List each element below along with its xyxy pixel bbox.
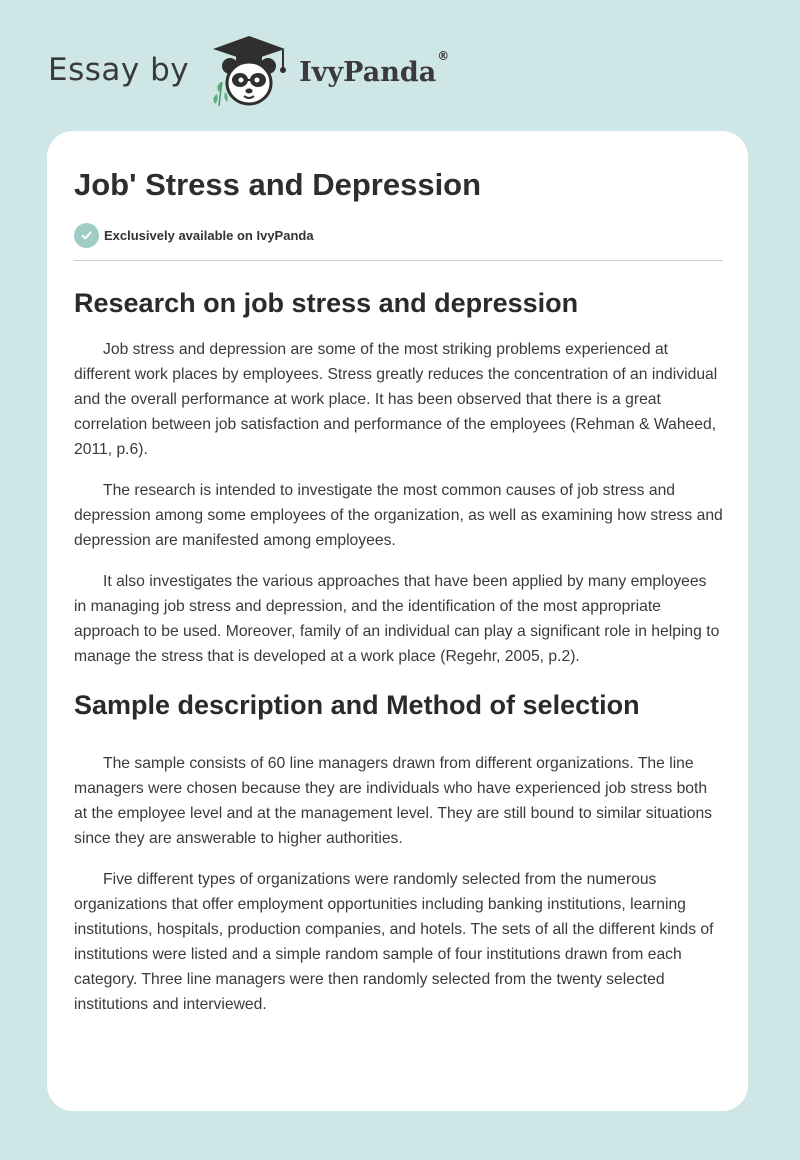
check-icon [74,223,99,248]
ivypanda-logo-icon[interactable] [203,30,295,110]
essay-content [74,165,723,1017]
essay-card [47,131,748,1111]
paragraph: The sample consists of 60 line managers drawn from different organizations. The line managers were chosen because they are individuals who have experienced job stress both at the employee level and at the management level. They are still bound to similar situations since they are answerable to higher authorities. [74,755,713,847]
registered-mark: ® [437,48,450,63]
paragraph: Five different types of organizations were randomly selected from the numerous organizations that offer employment opportunities including banking institutions, learning institutions, hospitals, production companies, and hotels. The sets of all the different kinds of institutions were listed and a simple random sample of four institutions drawn from each category. Three line managers were then randomly selected from the twenty selected institutions and interviewed. [74,871,714,1013]
ivypanda-wordmark[interactable] [299,48,450,88]
badge-label: Exclusively available on IvyPanda [104,227,314,243]
essay-by-label: Essay by [48,52,190,88]
page-title: Job' Stress and Depression [74,167,482,202]
paragraph: Job stress and depression are some of the most striking problems experienced at different work places by employees. Stress greatly reduces the concentration of an individual and the overall performance at work place. It has been observed that there is a great correlation between job satisfaction and performance of the employees (Rehman & Waheed, 2011, p.6). [74,341,718,458]
paragraph: The research is intended to investigate the most common causes of job stress and depression among some employees of the organization, as well as examining how stress and depression are manifested among employees. [74,482,723,549]
section-research [74,285,723,669]
exclusive-badge [74,222,723,248]
section-sample [74,687,723,1017]
section-heading: Sample description and Method of selection [74,690,640,720]
brand-header [48,30,449,110]
section-heading: Research on job stress and depression [74,288,579,318]
brand-name-text: IvyPanda [299,56,437,88]
paragraph: It also investigates the various approaches that have been applied by many employees in managing job stress and depression, and the identification of the most appropriate approach to be used. Moreover, family of an individual can play a significant role in helping to manage the stress that is developed at a work place (Regehr, 2005, p.2). [74,573,720,665]
title-divider [74,260,723,261]
